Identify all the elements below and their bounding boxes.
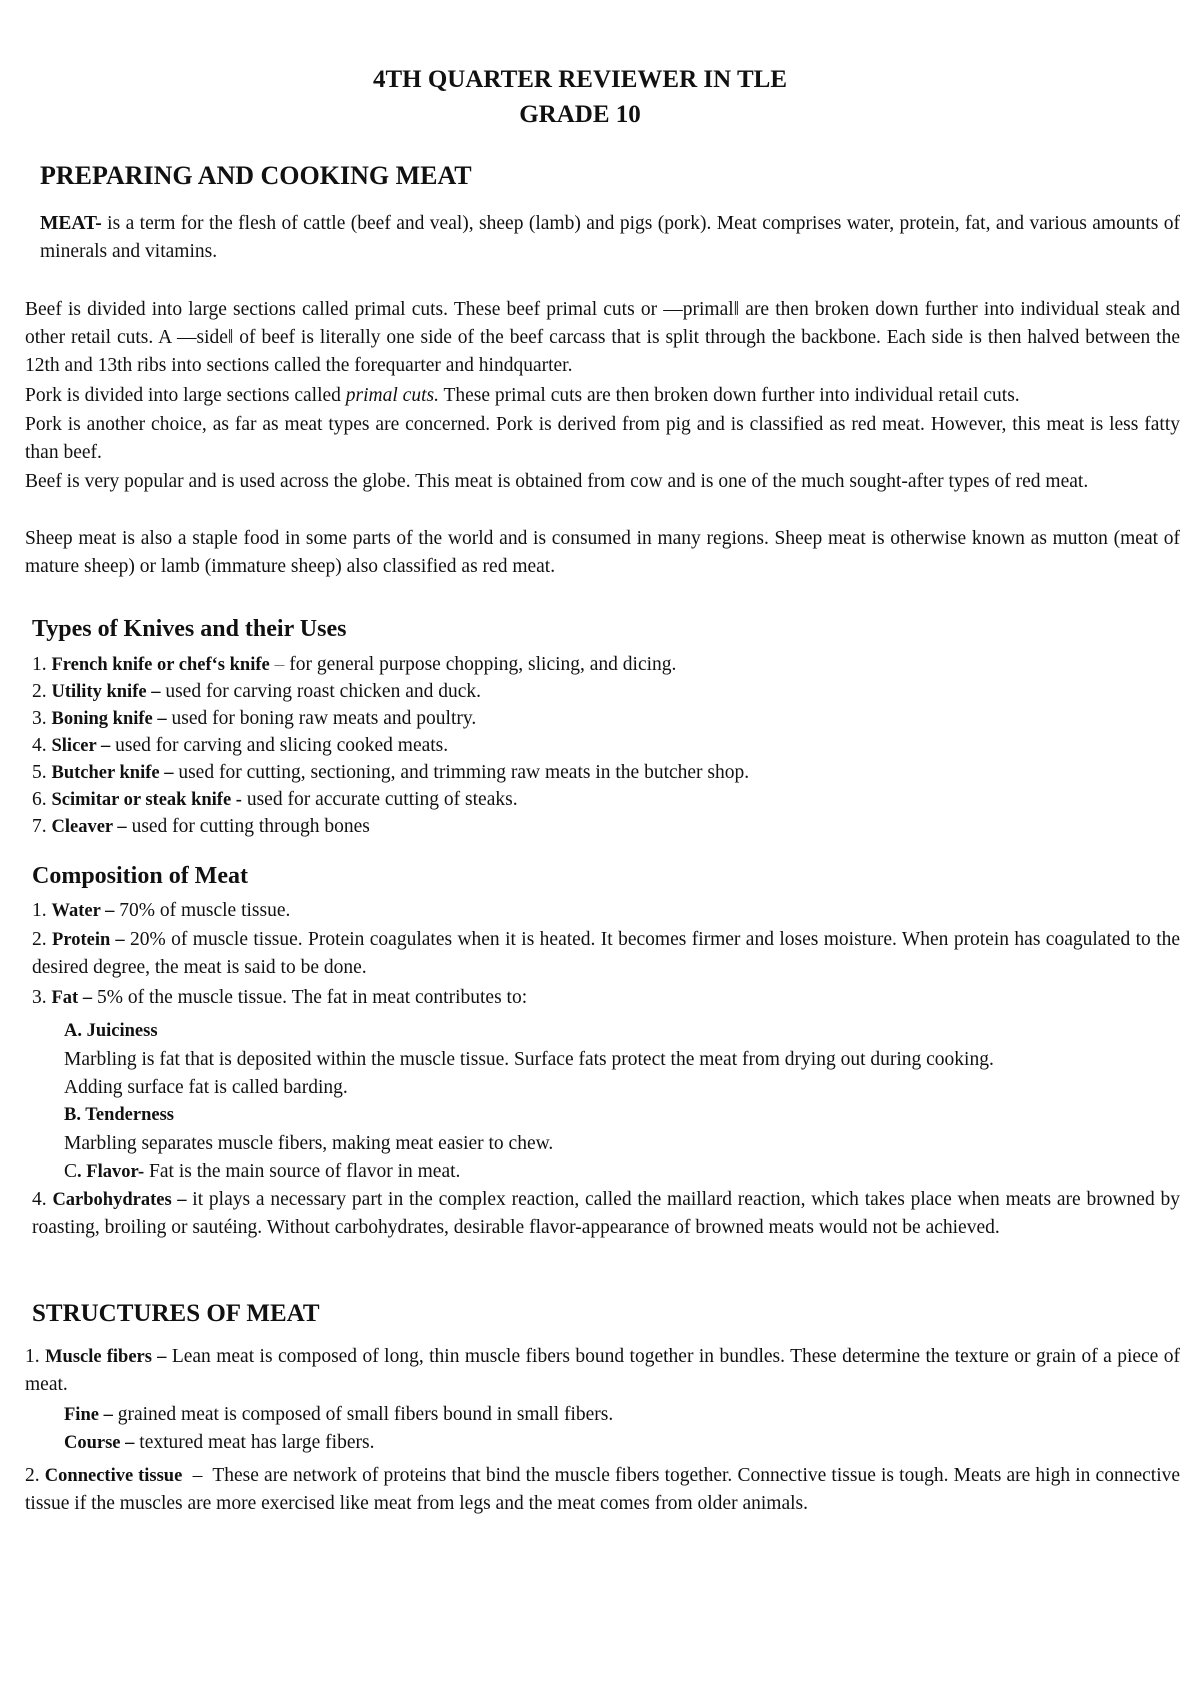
knife-term: Utility knife – [51, 682, 161, 702]
knife-item: 4. Slicer – used for carving and slicing cooked meats. [32, 735, 449, 756]
section-heading-knives: Types of Knives and their Uses [32, 616, 347, 642]
structure-course: Course – textured meat has large fibers. [64, 1432, 375, 1453]
pork-text-italic: primal cuts. [345, 385, 439, 406]
tenderness-line: Marbling separates muscle fibers, making meat easier to chew. [64, 1133, 554, 1154]
juiciness-heading: A. Juiciness [64, 1021, 158, 1041]
knife-item: 1. French knife or chef‘s knife – for general purpose chopping, slicing, and dicing. [32, 654, 677, 675]
title-line-2: GRADE 10 [519, 101, 641, 128]
juiciness-line-2: Adding surface fat is called barding. [64, 1077, 348, 1098]
composition-fat: 3. Fat – 5% of the muscle tissue. The fat in meat contributes to: [32, 987, 528, 1008]
knife-item: 5. Butcher knife – used for cutting, sectioning, and trimming raw meats in the butcher shop. [32, 762, 750, 783]
pork-choice-paragraph: Pork is another choice, as far as meat types are concerned. Pork is derived from pig and is classified as red meat. However, this meat is less fatty than beef. [25, 414, 1180, 463]
structure-fine: Fine – grained meat is composed of small fibers bound in small fibers. [64, 1404, 614, 1425]
structure-connective-tissue: 2. Connective tissue – These are network of proteins that bind the muscle fibers together. Connective tissue is tough. Meats are high in connective tissue if the muscles are more exercised like meat from legs and the meat comes from older animals. [25, 1465, 1181, 1514]
knife-item: 2. Utility knife – used for carving roast chicken and duck. [32, 681, 482, 702]
knife-term: Boning knife – [51, 709, 167, 729]
structure-muscle-fibers: 1. Muscle fibers – Lean meat is composed of long, thin muscle fibers bound together in bundles. These determine the texture or grain of a piece of meat. [25, 1346, 1181, 1395]
meat-definition: is a term for the flesh of cattle (beef and veal), sheep (lamb) and pigs (pork). Meat comprises water, protein, fat, and various amounts of minerals and vitamins. [40, 213, 1180, 262]
beef-primal-cuts-paragraph: Beef is divided into large sections called primal cuts. These beef primal cuts or ―primal‖ are then broken down further into individual steak and other retail cuts. A ―side‖ of beef is literally one side of the beef carcass that is split through the backbone. Each side is then halved between the 12th and 13th ribs into sections called the forequarter and hindquarter. [25, 299, 1180, 376]
tenderness-heading: B. Tenderness [64, 1105, 175, 1125]
document-title [0, 62, 1160, 132]
composition-water: 1. Water – 70% of muscle tissue. [32, 900, 291, 921]
pork-primal-cuts-paragraph [25, 382, 1180, 410]
knife-term: Butcher knife – [51, 763, 174, 783]
knife-item: 7. Cleaver – used for cutting through bones [32, 816, 370, 837]
meat-term: MEAT- [40, 213, 102, 234]
section-heading-structures: STRUCTURES OF MEAT [32, 1300, 320, 1327]
knife-term: Cleaver – [51, 817, 127, 837]
section-heading-preparing-cooking-meat: PREPARING AND COOKING MEAT [40, 161, 472, 190]
pork-text-2: These primal cuts are then broken down further into individual retail cuts. [438, 385, 1020, 406]
pork-text-1: Pork is divided into large sections called [25, 385, 346, 406]
knife-term: Slicer – [51, 736, 111, 756]
meat-definition-paragraph [40, 210, 1180, 266]
knife-item: 6. Scimitar or steak knife - used for accurate cutting of steaks. [32, 789, 518, 810]
flavor-line: C. Flavor- Fat is the main source of flavor in meat. [64, 1161, 461, 1182]
knife-term: French knife or chef‘s knife [51, 655, 270, 675]
beef-popular-paragraph: Beef is very popular and is used across the globe. This meat is obtained from cow and is one of the much sought-after types of red meat. [25, 471, 1089, 492]
section-heading-composition: Composition of Meat [32, 863, 248, 889]
title-line-1: 4TH QUARTER REVIEWER IN TLE [372, 66, 788, 93]
composition-carbohydrates: 4. Carbohydrates – it plays a necessary part in the complex reaction, called the maillard reaction, which takes place when meats are browned by roasting, broiling or sautéing. Without carbohydrates, desirable flavor-appearance of browned meats would not be achieved. [32, 1189, 1180, 1238]
juiciness-line-1: Marbling is fat that is deposited within the muscle tissue. Surface fats protect the meat from drying out during cooking. [64, 1049, 994, 1070]
sheep-meat-paragraph: Sheep meat is also a staple food in some parts of the world and is consumed in many regions. Sheep meat is otherwise known as mutton (meat of mature sheep) or lamb (immature sheep) also classified as red meat. [25, 528, 1180, 577]
knife-item: 3. Boning knife – used for boning raw meats and poultry. [32, 708, 477, 729]
composition-protein: 2. Protein – 20% of muscle tissue. Protein coagulates when it is heated. It becomes firmer and loses moisture. When protein has coagulated to the desired degree, the meat is said to be done. [32, 929, 1181, 978]
knife-term: Scimitar or steak knife - [51, 790, 242, 810]
